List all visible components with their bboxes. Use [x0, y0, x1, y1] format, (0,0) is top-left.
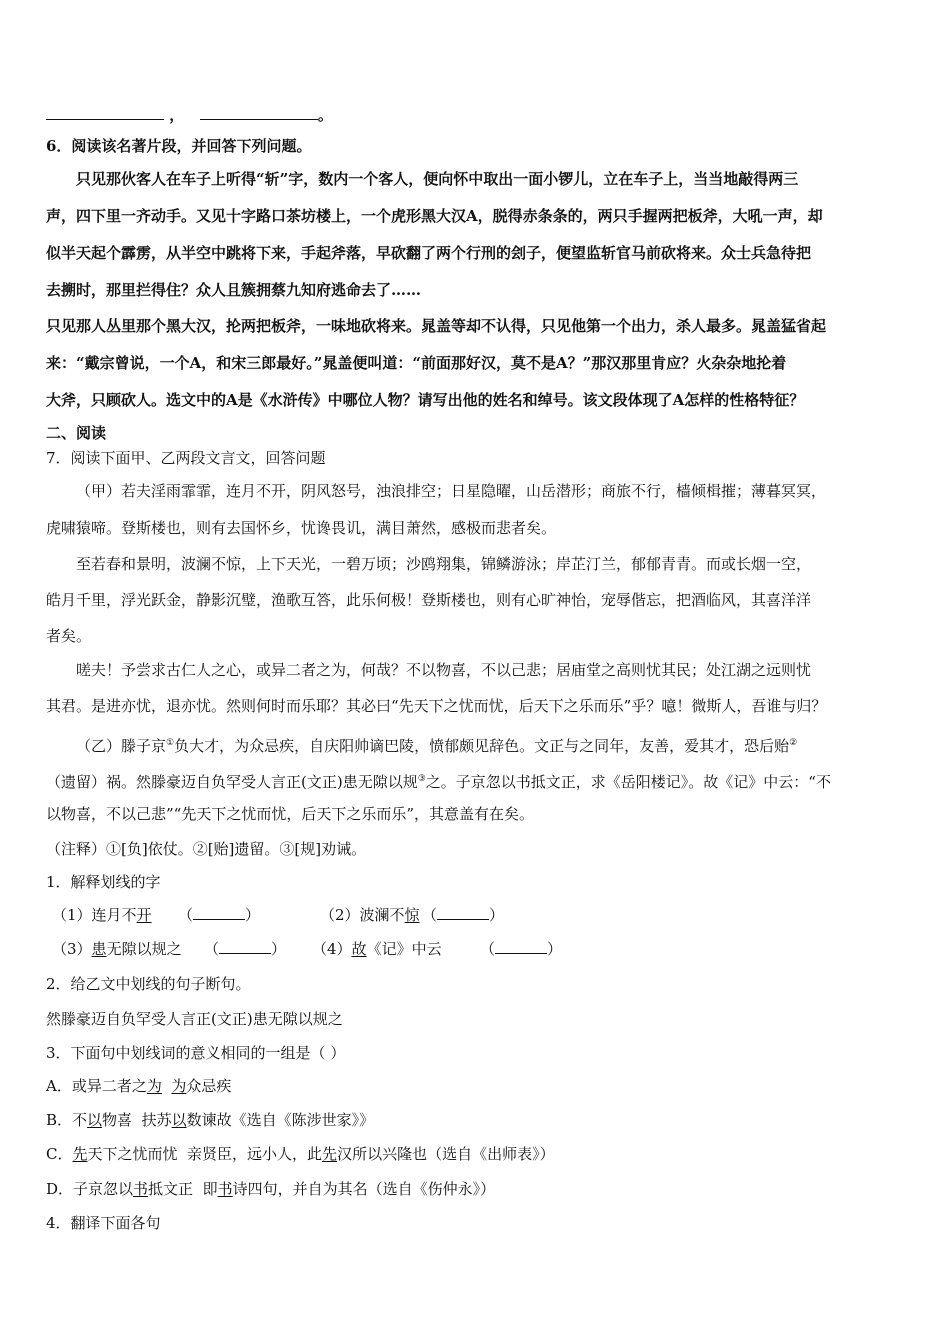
- option-a[interactable]: [46, 1075, 916, 1097]
- paren-close: ）: [271, 940, 287, 958]
- annotation-note: （注释）①[负]依仗。②[贻]遗留。③[规]劝诫。: [46, 840, 367, 858]
- q6-question-line: 大斧，只顾砍人。选文中的A是《水浒传》中哪位人物？请写出他的姓名和绰号。该文段体现了A怎样的性格特征？: [46, 391, 805, 409]
- yi-line: [76, 732, 916, 757]
- yi-text: （乙）滕子京: [76, 737, 167, 755]
- sub1-item-1: [52, 904, 152, 926]
- q6-passage-line: 只见那伙客人在车子上听得“斩”字，数内一个客人，便向怀中取出一面小锣儿，立在车子上，当当地敲得两三: [76, 170, 799, 188]
- answer-blank[interactable]: [219, 939, 271, 954]
- q7-title: 7．阅读下面甲、乙两段文言文，回答问题: [46, 449, 326, 467]
- underlined-word: 书: [217, 1180, 233, 1198]
- item-text: （3）: [52, 940, 92, 958]
- item-text: 无隙以规之: [106, 940, 182, 958]
- sub1-item-2: [320, 904, 420, 926]
- underlined-word: 书: [133, 1180, 149, 1198]
- footnote-mark: ②: [789, 738, 798, 748]
- option-text: 物喜 扶苏: [102, 1111, 172, 1129]
- jia-line: 皓月千里，浮光跃金，静影沉璧，渔歌互答，此乐何极！登斯楼也，则有心旷神怡，宠辱偕忘，把酒临风，其喜洋洋: [46, 591, 812, 609]
- q6-passage-line: 似半天起个霹雳，从半空中跳将下来，手起斧落，早砍翻了两个行刑的刽子，便望监斩官马前砍将来。众士兵急待把: [46, 244, 812, 262]
- underlined-word: 以: [87, 1111, 103, 1129]
- option-text: 众忌疾: [186, 1077, 232, 1095]
- footnote-mark: ①: [166, 738, 175, 748]
- paren-open: （: [204, 940, 220, 958]
- underlined-char: 患: [91, 940, 107, 958]
- yi-text: 之。子京忽以书抵文正，求《岳阳楼记》。故《记》中云：“不: [425, 773, 831, 791]
- blank-separator: ，: [169, 106, 185, 124]
- jia-line: （甲）若夫淫雨霏霏，连月不开，阴风怒号，浊浪排空；日星隐曜，山岳潜形；商旅不行，樯倾楫摧；薄暮冥冥，: [76, 482, 827, 500]
- underlined-word: 先: [72, 1145, 88, 1163]
- q6-title: 6．阅读该名著片段，并回答下列问题。: [46, 137, 312, 155]
- q6-passage-line: 来：“戴宗曾说，一个A，和宋三郎最好。”晁盖便叫道：“前面那好汉，莫不是A？”那汉那里肯应？火杂杂地抡着: [46, 354, 787, 372]
- sub1-answer-4[interactable]: [480, 938, 562, 960]
- jia-line: 者矣。: [46, 627, 92, 645]
- answer-blank[interactable]: [495, 939, 547, 954]
- yi-line: 以物喜，不以己悲”“先天下之忧而忧，后天下之乐而乐”，其意盖有在矣。: [46, 805, 535, 823]
- q6-passage-line: 声，四下里一齐动手。又见十字路口茶坊楼上，一个虎形黑大汉A，脱得赤条条的，两只手握两把板斧，大吼一声，却: [46, 207, 823, 225]
- blank-end: 。: [317, 106, 333, 124]
- answer-blank[interactable]: [200, 105, 318, 120]
- option-text: B．不: [46, 1111, 88, 1129]
- underlined-word: 以: [171, 1111, 187, 1129]
- option-text: D．子京忽以: [46, 1180, 134, 1198]
- underlined-word: 先: [322, 1145, 338, 1163]
- option-b[interactable]: [46, 1109, 916, 1131]
- yi-line: [46, 768, 916, 793]
- jia-line: 至若春和景明，波澜不惊，上下天光，一碧万顷；沙鸥翔集，锦鳞游泳；岸芷汀兰，郁郁青青。而或长烟一空，: [76, 555, 812, 573]
- sub1-answer-1[interactable]: [178, 904, 260, 926]
- underlined-char: 惊: [404, 906, 420, 924]
- answer-blank[interactable]: [437, 905, 489, 920]
- option-text: 天下之忧而忧 亲贤臣，远小人，此: [87, 1145, 323, 1163]
- jia-line: 虎啸猿啼。登斯楼也，则有去国怀乡，忧谗畏讥，满目萧然，感极而悲者矣。: [46, 519, 557, 537]
- option-text: A．或异二者之: [46, 1077, 147, 1095]
- sub3-title: 3．下面句中划线词的意义相同的一组是（ ）: [46, 1044, 346, 1062]
- yi-text: （遗留）祸。然滕豪迈自负罕受人言正(文正)患无隙以规: [46, 773, 418, 791]
- q6-passage-line: 只见那人丛里那个黑大汉，抡两把板斧，一味地砍将来。晁盖等却不认得，只见他第一个出力，杀人最多。晁盖猛省起: [46, 317, 827, 335]
- item-text: （2）波澜不: [320, 906, 405, 924]
- underlined-char: 开: [136, 906, 152, 924]
- option-c[interactable]: [46, 1143, 916, 1165]
- option-text: 汉所以兴隆也（选自《出师表》）: [337, 1145, 555, 1163]
- section-heading: 二、阅读: [46, 424, 107, 442]
- jia-line: 嗟夫！予尝求古仁人之心，或异二者之为，何哉？不以物喜，不以己悲；居庙堂之高则忧其民；处江湖之远则忧: [76, 661, 812, 679]
- paren-open: （: [480, 940, 496, 958]
- option-text: C．: [46, 1145, 73, 1163]
- sub4-title: 4．翻译下面各句: [46, 1214, 161, 1232]
- option-text: 抵文正 即: [148, 1180, 218, 1198]
- option-d[interactable]: [46, 1178, 916, 1200]
- option-text: 数谏故《选自《陈涉世家》》: [186, 1111, 375, 1129]
- sub1-title: 1．解释划线的字: [46, 873, 161, 891]
- underlined-char: 故: [351, 940, 367, 958]
- footnote-mark: ③: [417, 774, 426, 784]
- paren-open: （: [422, 906, 438, 924]
- yi-text: 负大才，为众忌疾，自庆阳帅谪巴陵，愤郁颇见辞色。文正与之同年，友善，爱其才，恐后贻: [174, 737, 790, 755]
- sub2-title: 2．给乙文中划线的句子断句。: [46, 975, 251, 993]
- underlined-word: 为: [171, 1077, 187, 1095]
- paren-close: ）: [489, 906, 505, 924]
- item-text: （1）连月不: [52, 906, 137, 924]
- paren-close: ）: [245, 906, 261, 924]
- paren-close: ）: [547, 940, 563, 958]
- underlined-word: 为: [146, 1077, 162, 1095]
- item-text: （4）: [312, 940, 352, 958]
- sub1-answer-2[interactable]: [422, 904, 504, 926]
- jia-line: 其君。是进亦忧，退亦忧。然则何时而乐耶？其必曰“先天下之忧而忧，后天下之乐而乐”乎？噫！微斯人，吾谁与归？: [46, 697, 827, 715]
- q6-passage-line: 去搠时，那里拦得住？众人且簇拥蔡九知府逃命去了……: [46, 281, 422, 299]
- sub2-sentence: 然滕豪迈自负罕受人言正(文正)患无隙以规之: [46, 1010, 343, 1028]
- sub1-item-4: [312, 938, 442, 960]
- answer-blank[interactable]: [193, 905, 245, 920]
- option-text: 诗四句，并自为其名（选自《伤仲永》）: [232, 1180, 496, 1198]
- sub1-item-3: [52, 938, 182, 960]
- paren-open: （: [178, 906, 194, 924]
- sub1-answer-3[interactable]: [204, 938, 286, 960]
- answer-blanks-line: [46, 104, 916, 126]
- item-text: 《记》中云: [366, 940, 442, 958]
- answer-blank[interactable]: [46, 105, 164, 120]
